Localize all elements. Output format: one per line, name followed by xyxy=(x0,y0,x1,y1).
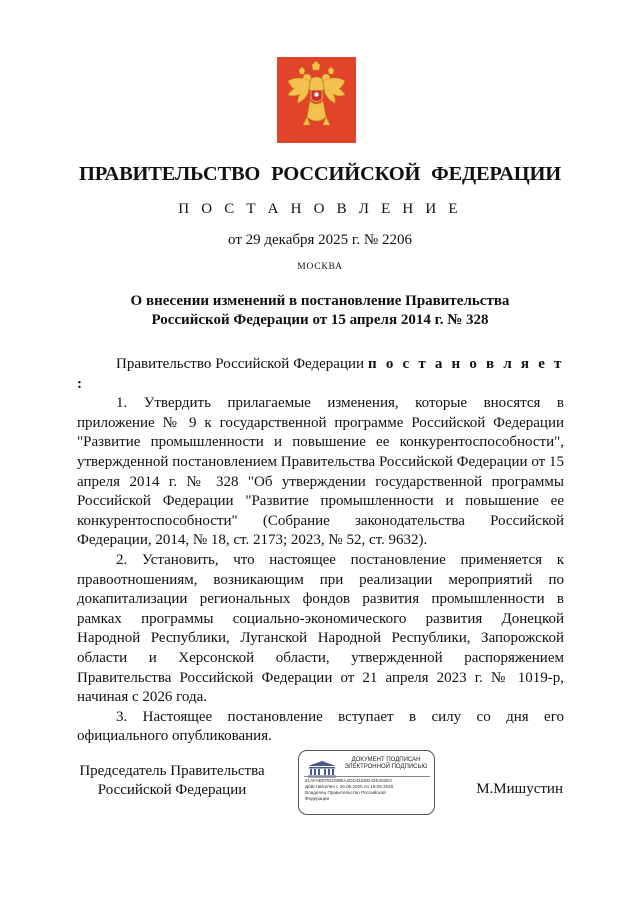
clause-2: 2. Установить, что настоящее постановление применяется к правоотношениям, возникающим при реализации мероприятий по докапитализации региональных фондов развития промышленности в рамках программы социально-экономического развития Донецкой Народной Республики, Луганской Народной Республики, Запорожской области и Херсонской области, утвержденной распоряжением Правительства Российской Федерации от 21 апреля 2023 г. № 1019-р, начиная с 2026 года. xyxy=(77,551,564,706)
clause-3: 3. Настоящее постановление вступает в силу со дня его официального опубликования. xyxy=(77,708,564,745)
signer-position xyxy=(77,762,267,800)
intro-text: Правительство Российской Федерации xyxy=(116,356,365,372)
stamp-owner-2: Федерации xyxy=(305,796,330,801)
stamp-details xyxy=(305,778,433,802)
signer-position-line-2: Российской Федерации xyxy=(97,782,247,798)
signer-name: М.Мишустин xyxy=(476,781,563,797)
stamp-title-line-2: ЭЛЕКТРОННОЙ ПОДПИСЬЮ xyxy=(344,764,428,770)
subject-line-2: Российской Федерации от 15 апреля 2014 г. № 328 xyxy=(151,312,489,328)
electronic-signature-stamp xyxy=(298,750,435,815)
signer-position-line-1: Председатель Правительства xyxy=(79,763,265,779)
stamp-title-line-1: ДОКУМЕНТ ПОДПИСАН xyxy=(351,757,421,763)
stamp-title xyxy=(341,757,431,771)
document-subject xyxy=(0,292,640,330)
document-date-number: от 29 декабря 2025 г. № 2206 xyxy=(228,232,412,248)
subject-line-1: О внесении изменений в постановление Правительства xyxy=(130,293,510,309)
decree-word: п о с т а н о в л я е т : xyxy=(77,356,564,392)
coat-of-arms-emblem xyxy=(277,57,356,143)
document-city: МОСКВА xyxy=(297,262,343,272)
stamp-divider xyxy=(304,776,430,777)
government-title: ПРАВИТЕЛЬСТВО РОССИЙСКОЙ ФЕДЕРАЦИИ xyxy=(79,163,561,185)
stamp-validity: Действителен с 26.06.2025 по 19.09.2026 xyxy=(305,784,394,789)
document-type: П О С Т А Н О В Л Е Н И Е xyxy=(178,201,462,217)
document-body xyxy=(77,355,564,747)
intro-paragraph xyxy=(77,355,564,394)
clause-1: 1. Утвердить прилагаемые изменения, которые вносятся в приложение № 9 к государственной программе Российской Федерации "Развитие промышленности и повышение ее конкурентоспособности", утвержденной постановлением Правительства Российской Федерации от 15 апреля 2014 г. № 328 "Об утверждении государственной программы Российской Федерации "Развитие промышленности и повышение ее конкурентоспособности" (Собрание законодательства Российской Федерации, 2014, № 18, ст. 2173; 2023, № 52, ст. 9632). xyxy=(77,395,564,549)
stamp-owner: Владелец Правительство Российской xyxy=(305,790,386,795)
stamp-certificate: 51AFAB0781D99EA2DD41EED43E303E3 xyxy=(305,778,392,783)
